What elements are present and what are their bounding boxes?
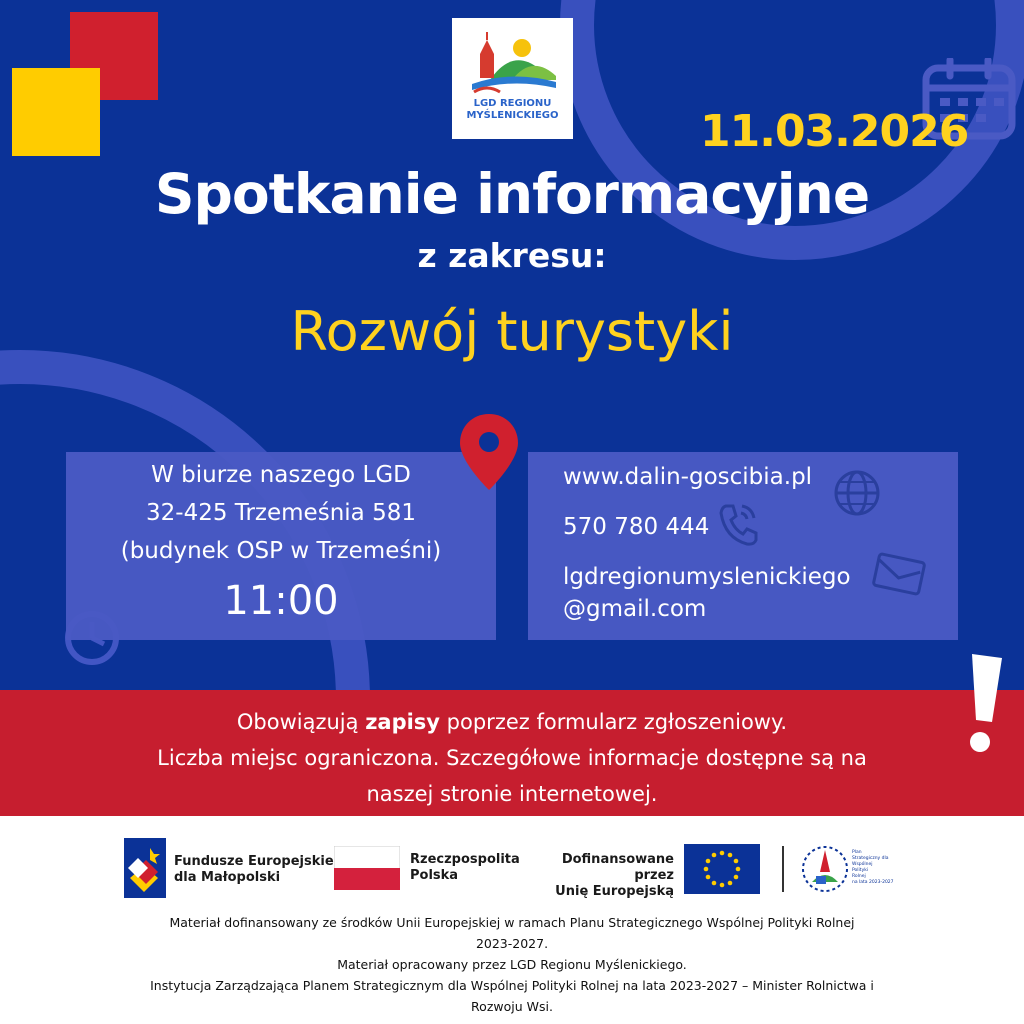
banner-line-1: [60, 704, 964, 740]
footer-line-5: Rozwoju Wsi.: [471, 999, 553, 1014]
banner-line-3: naszej stronie internetowej.: [366, 782, 658, 806]
event-date: 11.03.2026: [700, 106, 969, 157]
decorative-square-yellow: [12, 68, 100, 156]
email-line-2[interactable]: @gmail.com: [563, 596, 707, 622]
email-line-1[interactable]: lgdregionumyslenickiego: [563, 564, 851, 590]
ps-label: [852, 850, 894, 886]
banner-post: poprzez formularz zgłoszeniowy.: [440, 710, 788, 734]
address-block: [66, 456, 496, 626]
page-subtitle: z zakresu:: [417, 236, 607, 275]
logo-line-2: MYŚLENICKIEGO: [466, 110, 559, 121]
ps-label-4: Polityki: [852, 868, 869, 873]
funding-logos: [0, 832, 1024, 902]
footer-disclaimer: [40, 912, 984, 1017]
banner-pre: Obowiązują: [236, 710, 366, 734]
footer-line-3: Materiał opracowany przez LGD Regionu Myślenickiego.: [337, 957, 687, 972]
footer-line-2: 2023-2027.: [475, 936, 549, 951]
ps-label-3: Wspólnej: [852, 862, 873, 867]
polish-flag-icon: [334, 846, 400, 890]
banner-text: [60, 704, 964, 812]
event-topic: Rozwój turystyki: [290, 300, 734, 363]
banner-line-2: Liczba miejsc ograniczona. Szczegółowe informacje dostępne są na: [157, 746, 867, 770]
website-link[interactable]: www.dalin-goscibia.pl: [563, 464, 813, 490]
banner-bold: zapisy: [365, 710, 440, 734]
footer-line-4: Instytucja Zarządzająca Planem Strategicznym dla Wspólnej Polityki Rolnej na lata 2023-2027 – Minister Rolnictwa i: [150, 978, 874, 993]
rp-label-2: Polska: [410, 868, 459, 883]
phone-number[interactable]: 570 780 444: [563, 514, 710, 540]
address-line-1: W biurze naszego LGD: [151, 462, 411, 488]
eu-flag-icon: [684, 844, 760, 894]
address-line-3: (budynek OSP w Trzemeśni): [120, 538, 442, 564]
globe-icon: [832, 468, 882, 518]
fe-label-2: dla Małopolski: [174, 870, 281, 885]
ps-label-1: Plan: [852, 850, 862, 855]
footer-line-1: Materiał dofinansowany ze środków Unii Europejskiej w ramach Planu Strategicznego Wspólnej Polityki Rolnej: [169, 915, 855, 930]
phone-icon: [716, 500, 760, 548]
address-line-2: 32-425 Trzemeśnia 581: [146, 500, 416, 526]
fe-label-1: Fundusze Europejskie: [174, 854, 334, 869]
fe-logo-icon: [124, 838, 166, 898]
lgd-logo-graphic: [452, 18, 573, 98]
eu-label-2: Unię Europejską: [555, 884, 674, 899]
event-time: 11:00: [223, 578, 339, 624]
ps-label-6: na lata 2023-2027: [852, 880, 894, 885]
eu-label-1: Dofinansowane przez: [561, 852, 674, 883]
ps-label-2: Strategiczny dla: [852, 856, 889, 861]
ps-wpr-logo-icon: [800, 842, 850, 896]
rp-label-1: Rzeczpospolita: [410, 852, 520, 867]
logo-divider: [782, 846, 784, 892]
logo-line-1: LGD REGIONU: [473, 98, 552, 109]
mail-icon: [872, 552, 926, 596]
page-title: Spotkanie informacyjne: [154, 162, 870, 226]
lgd-logo: [452, 18, 573, 139]
ps-label-5: Rolnej: [852, 874, 866, 879]
